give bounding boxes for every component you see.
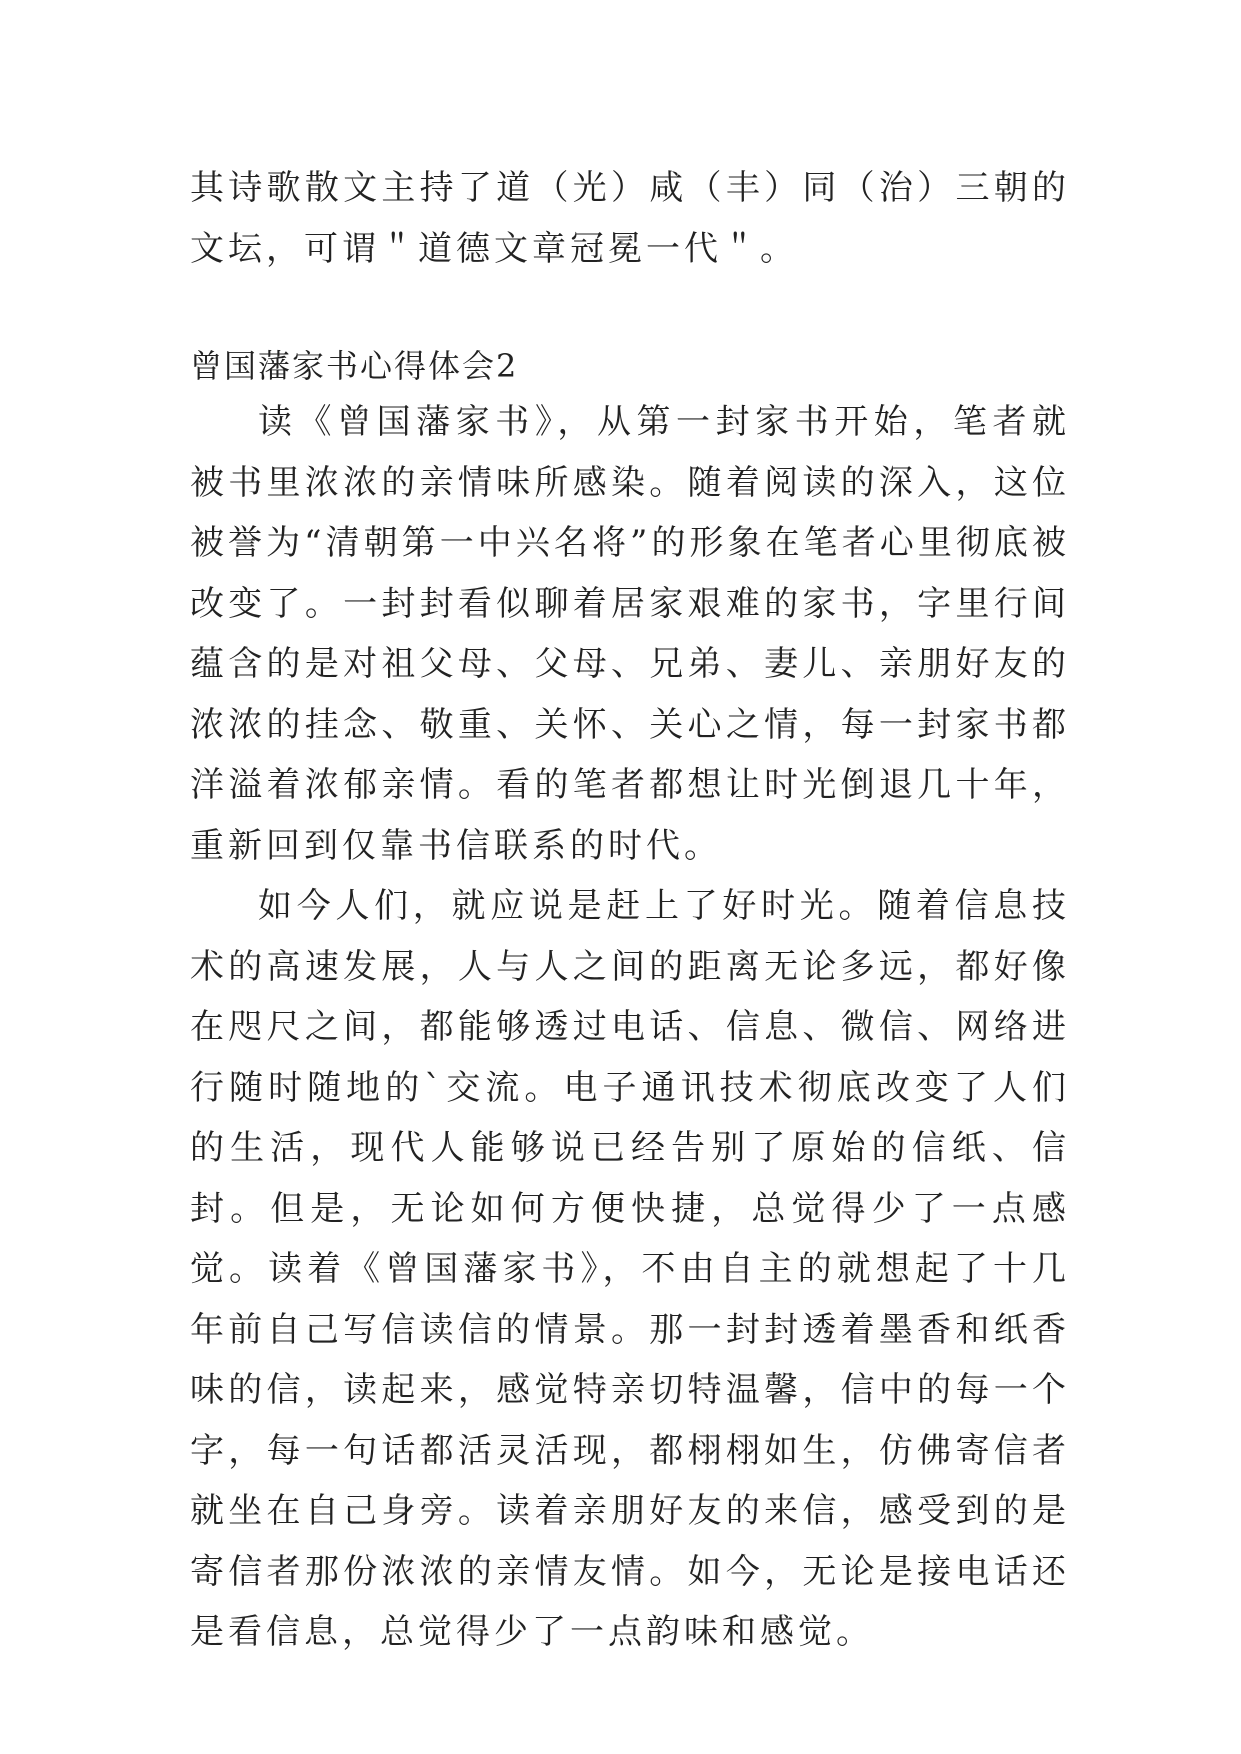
- body-paragraph-2: 如今人们，就应说是赶上了好时光。随着信息技术的高速发展，人与人之间的距离无论多远，都好像在咫尺之间，都能够透过电话、信息、微信、网络进行随时随地的`交流。电子通讯技术彻底改变了人们的生活，现代人能够说已经告别了原始的信纸、信封。但是，无论如何方便快捷，总觉得少了一点感觉。读着《曾国藩家书》，不由自主的就想起了十几年前自己写信读信的情景。那一封封透着墨香和纸香味的信，读起来，感觉特亲切特温馨，信中的每一个字，每一句话都活灵活现，都栩栩如生，仿佛寄信者就坐在自己身旁。读着亲朋好友的来信，感受到的是寄信者那份浓浓的亲情友情。如今，无论是接电话还是看信息，总觉得少了一点韵味和感觉。: [190, 886, 1070, 1652]
- body-text-block: [190, 392, 1070, 1663]
- intro-paragraph-block: [190, 158, 1070, 279]
- body-paragraph-1: 读《曾国藩家书》，从第一封家书开始，笔者就被书里浓浓的亲情味所感染。随着阅读的深入，这位被誉为“清朝第一中兴名将”的形象在笔者心里彻底被改变了。一封封看似聊着居家艰难的家书，字里行间蕴含的是对祖父母、父母、兄弟、妻儿、亲朋好友的浓浓的挂念、敬重、关怀、关心之情，每一封家书都洋溢着浓郁亲情。看的笔者都想让时光倒退几十年，重新回到仅靠书信联系的时代。: [190, 402, 1070, 866]
- intro-paragraph: 其诗歌散文主持了道（光）咸（丰）同（治）三朝的文坛，可谓＂道德文章冠冕一代＂。: [190, 168, 1070, 269]
- section-title: 曾国藩家书心得体会2: [190, 347, 519, 385]
